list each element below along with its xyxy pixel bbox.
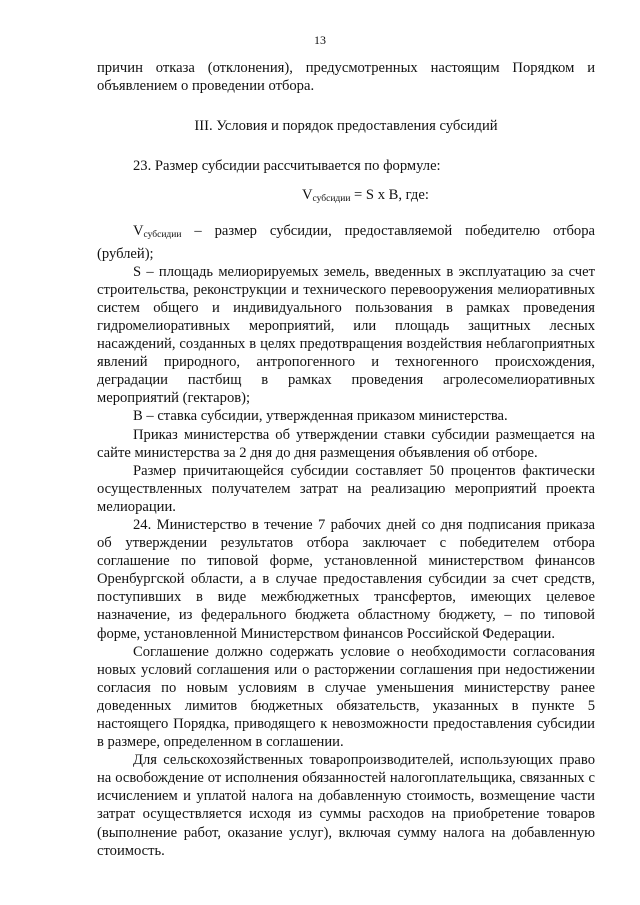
paragraph-continuation: причин отказа (отклонения), предусмотренных настоящим Порядком и объявлением о проведении отбора. (97, 60, 595, 95)
definition-v-text: – размер субсидии, предоставляемой победителю отбора (рублей); (97, 223, 595, 262)
definition-v (97, 222, 595, 262)
formula (97, 186, 595, 208)
page-number: 13 (314, 33, 326, 47)
formula-v-letter: V (302, 187, 313, 204)
definition-v-letter: V (133, 223, 144, 240)
paragraph-agreement: Соглашение должно содержать условие о необходимости согласования новых условий соглашения или о расторжении соглашения при недостижении согласия по новым условиям в случае уменьшения министерству ранее доведенных лимитов бюджетных обязательств, указанных в пункте 5 настоящего Порядка, приводящего к невозможности предоставления субсидии в размере, определенном в соглашении. (97, 643, 595, 751)
paragraph-23: 23. Размер субсидии рассчитывается по формуле: (133, 158, 441, 175)
paragraph-24: 24. Министерство в течение 7 рабочих дней со дня подписания приказа об утверждении результатов отбора заключает с победителем отбора соглашение по типовой форме, установленной министерством финансов Оренбургской области, а в случае предоставления субсидии за счет средств, поступивших в виде межбюджетных трансфертов, имеющих целевое назначение, из федерального бюджета областному бюджету, – по типовой форме, установленной Министерством финансов Российской Федерации. (97, 516, 595, 642)
formula-v-subscript: субсидии (312, 194, 351, 205)
definition-s: S – площадь мелиорируемых земель, введенных в эксплуатацию за счет строительства, реконструкции и технического перевооружения мелиоративных систем общего и индивидуального пользования в рамках проведения гидромелиоративных мероприятий, или площадь защитных лесных насаждений, созданных в целях предотвращения воздействия неблагоприятных явлений природного, антропогенного и техногенного происхождения, деградации пастбищ в рамках проведения агролесомелиоративных мероприятий (гектаров); (97, 263, 595, 407)
paragraph-subsidy-size: Размер причитающейся субсидии составляет 50 процентов фактически осуществленных получателем затрат на реализацию мероприятий проекта мелиорации. (97, 462, 595, 515)
definition-b: B – ставка субсидии, утвержденная приказом министерства. (133, 408, 508, 425)
section-heading: III. Условия и порядок предоставления субсидий (194, 118, 498, 135)
document-body (97, 59, 595, 860)
paragraph-vat: Для сельскохозяйственных товаропроизводителей, использующих право на освобождение от исполнения обязанностей налогоплательщика, связанных с исчислением и уплатой налога на добавленную стоимость, возмещение части затрат осуществляется исходя из суммы расходов на приобретение товаров (выполнение работ, оказание услуг), включая сумму налога на добавленную стоимость. (97, 752, 595, 859)
paragraph-rate-order: Приказ министерства об утверждении ставки субсидии размещается на сайте министерства за 2 дня до дня размещения объявления об отборе. (97, 426, 595, 461)
formula-rest: = S x B, где: (350, 187, 429, 204)
definition-v-subscript: субсидии (143, 230, 182, 241)
